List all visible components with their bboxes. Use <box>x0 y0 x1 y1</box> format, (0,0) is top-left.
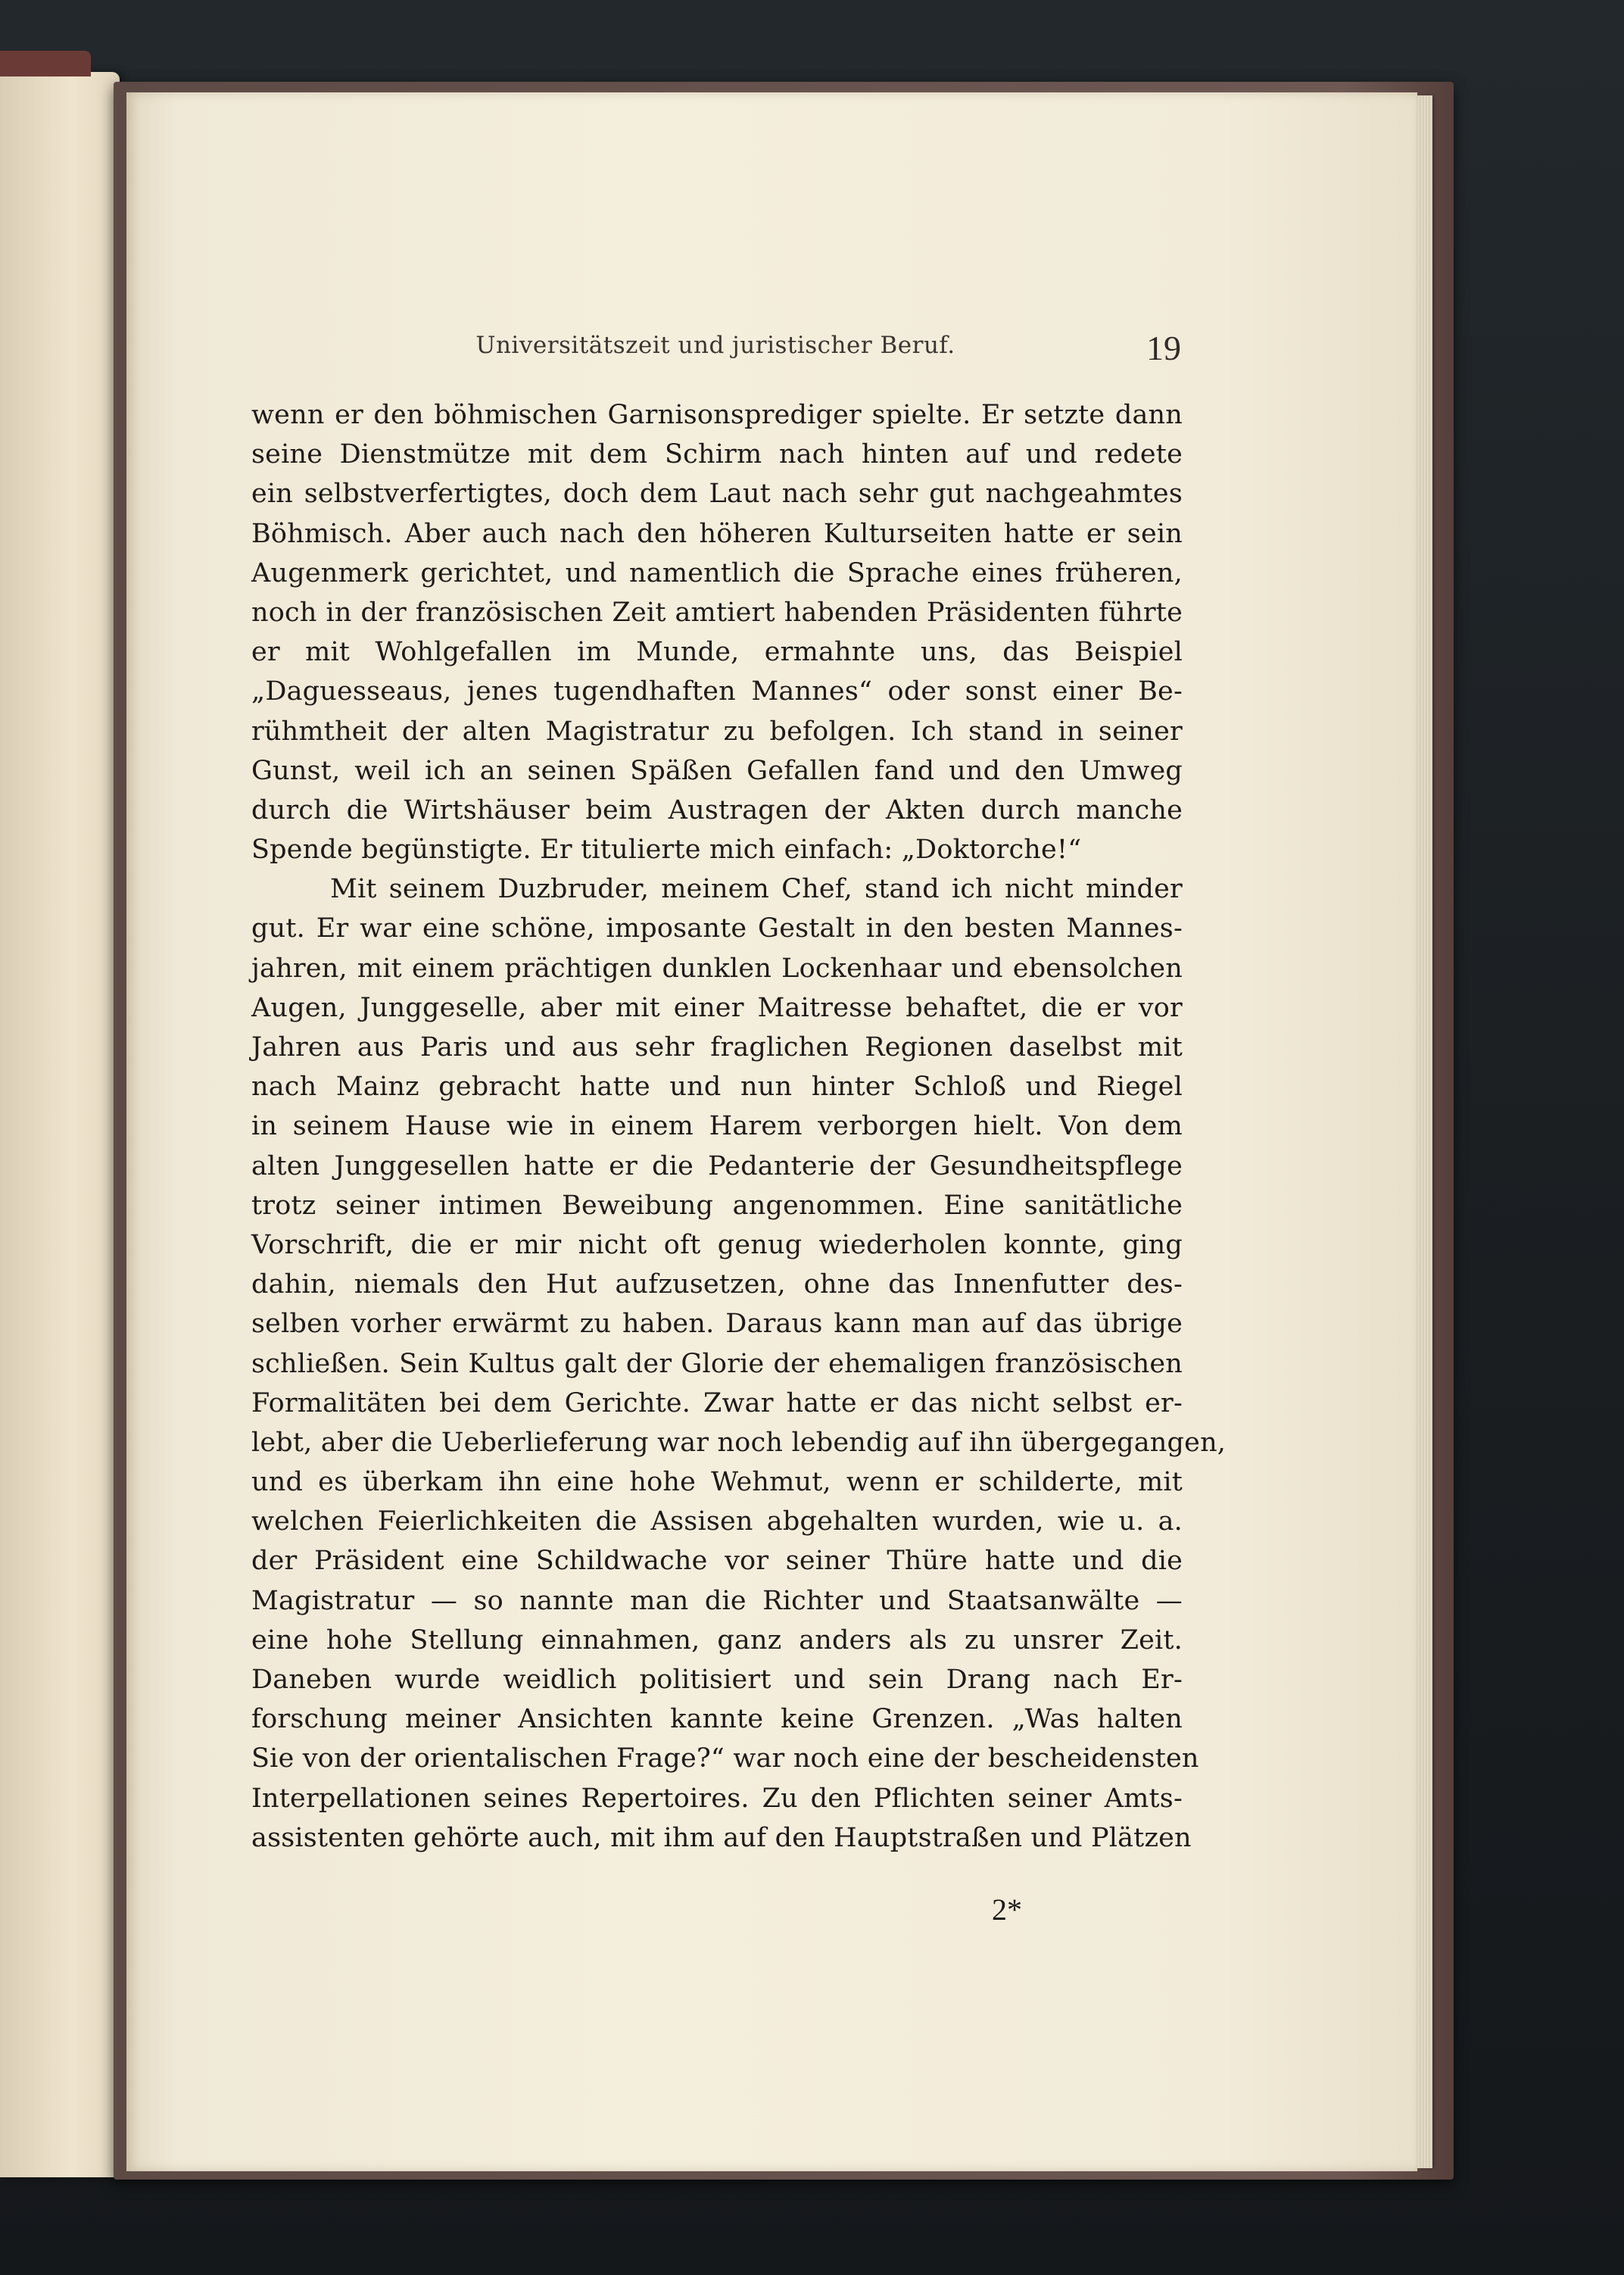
text-line: durch die Wirtshäuser beim Austragen der Akten durch manche <box>251 794 1183 825</box>
signature-mark: 2* <box>992 1893 1022 1927</box>
text-line: nach Mainz gebracht hatte und nun hinter Schloß und Riegel <box>251 1072 1183 1103</box>
body-text <box>251 395 1227 1858</box>
page-stack-edge <box>1417 95 1432 2168</box>
text-line: forschung meiner Ansichten kannte keine Grenzen. „Was halten <box>251 1704 1183 1735</box>
text-line: eine hohe Stellung einnahmen, ganz anders als zu unsrer Zeit. <box>251 1624 1183 1656</box>
text-line: Spende begünstigte. Er titulierte mich einfach: „Doktorche!“ <box>251 835 1082 866</box>
text-line: Jahren aus Paris und aus sehr fraglichen Regionen daselbst mit <box>251 1032 1183 1063</box>
text-line: und es überkam ihn eine hohe Wehmut, wenn er schilderte, mit <box>251 1467 1183 1498</box>
text-line: Augenmerk gerichtet, und namentlich die Sprache eines früheren, <box>251 557 1183 588</box>
text-line: noch in der französischen Zeit amtiert habenden Präsidenten führte <box>251 597 1183 628</box>
page-number: 19 <box>1146 329 1181 367</box>
text-line: assistenten gehörte auch, mit ihm auf den Hauptstraßen und Plätzen <box>251 1822 1192 1853</box>
text-line: Daneben wurde weidlich politisiert und sein Drang nach Er- <box>251 1665 1183 1695</box>
text-line: jahren, mit einem prächtigen dunklen Lockenhaar und ebensolchen <box>251 953 1183 984</box>
text-line: gut. Er war eine schöne, imposante Gestalt in den besten Mannes- <box>251 913 1183 944</box>
running-head: Universitätszeit und juristischer Beruf. <box>475 332 955 359</box>
text-line: Interpellationen seines Repertoires. Zu den Pflichten seiner Amts- <box>251 1783 1183 1814</box>
text-line: Sie von der orientalischen Frage?“ war noch eine der bescheidensten <box>251 1743 1199 1774</box>
paragraph-start-line: Mit seinem Duzbruder, meinem Chef, stand ich nicht minder <box>330 874 1183 905</box>
text-line: in seinem Hause wie in einem Harem verborgen hielt. Von dem <box>251 1111 1183 1142</box>
text-line: Vorschrift, die er mir nicht oft genug wiederholen konnte, ging <box>251 1229 1183 1260</box>
previous-page-edge <box>0 72 120 2177</box>
text-line: schließen. Sein Kultus galt der Glorie der ehemaligen französischen <box>251 1348 1183 1379</box>
text-line: seine Dienstmütze mit dem Schirm nach hinten auf und redete <box>251 439 1183 470</box>
text-line: Gunst, weil ich an seinen Späßen Gefallen fand und den Umweg <box>251 755 1183 786</box>
text-line: welchen Feierlichkeiten die Assisen abgehalten wurden, wie u. a. <box>251 1506 1183 1537</box>
text-line: Magistratur — so nannte man die Richter und Staatsanwälte — <box>251 1585 1183 1616</box>
text-line: Augen, Junggeselle, aber mit einer Maitresse behaftet, die er vor <box>251 992 1183 1023</box>
text-line: Böhmisch. Aber auch nach den höheren Kulturseiten hatte er sein <box>251 518 1183 549</box>
text-line: lebt, aber die Ueberlieferung war noch lebendig auf ihn übergegangen, <box>251 1427 1227 1458</box>
text-line: er mit Wohlgefallen im Munde, ermahnte uns, das Beispiel <box>251 637 1183 668</box>
text-line: alten Junggesellen hatte er die Pedanterie der Gesundheitspflege <box>251 1150 1183 1181</box>
text-line: Formalitäten bei dem Gerichte. Zwar hatte er das nicht selbst er- <box>251 1387 1183 1418</box>
text-line: wenn er den böhmischen Garnisonsprediger spielte. Er setzte dann <box>251 400 1183 430</box>
text-line: rühmtheit der alten Magistratur zu befolgen. Ich stand in seiner <box>251 716 1183 747</box>
text-line: „Daguesseaus, jenes tugendhaften Mannes“ oder sonst einer Be- <box>251 676 1183 707</box>
text-line: der Präsident eine Schildwache vor seiner Thüre hatte und die <box>251 1546 1183 1577</box>
text-line: ein selbstverfertigtes, doch dem Laut nach sehr gut nachgeahmtes <box>251 479 1183 510</box>
text-line: selben vorher erwärmt zu haben. Daraus kann man auf das übrige <box>251 1309 1183 1340</box>
text-line: trotz seiner intimen Beweibung angenommen. Eine sanitätliche <box>251 1190 1183 1221</box>
text-line: dahin, niemals den Hut aufzusetzen, ohne das Innenfutter des- <box>251 1269 1183 1300</box>
